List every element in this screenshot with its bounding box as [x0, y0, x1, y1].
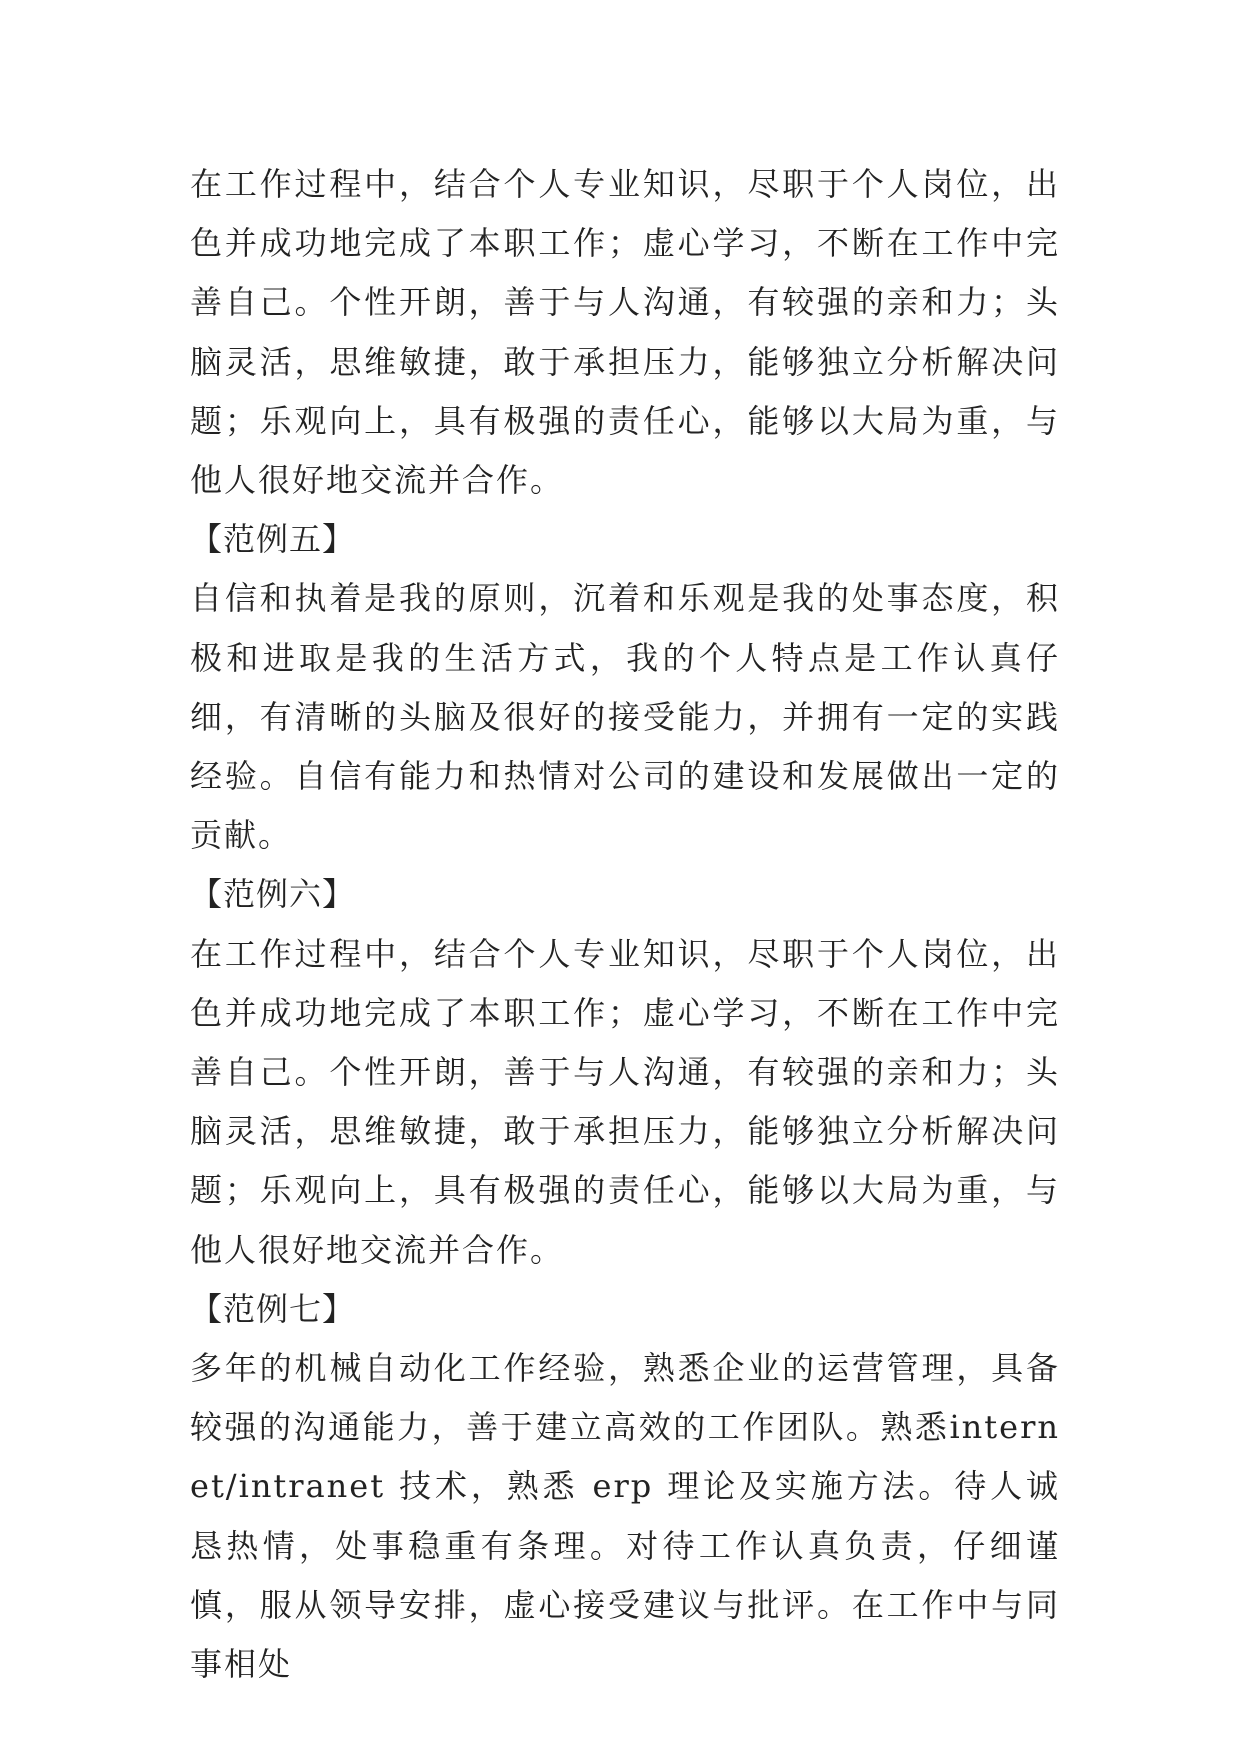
document-body — [190, 155, 1060, 1694]
section-heading: 【范例五】 — [190, 520, 356, 559]
paragraph: 多年的机械自动化工作经验，熟悉企业的运营管理，具备较强的沟通能力，善于建立高效的工作团队。熟悉internet/intranet 技术，熟悉 erp 理论及实施方法。待人诚恳热情，处事稳重有条理。对待工作认真负责，仔细谨慎，服从领导安排，虚心接受建议与批评。在工作中与同事相处 — [190, 1349, 1060, 1684]
section-heading: 【范例六】 — [190, 875, 356, 914]
paragraph: 在工作过程中，结合个人专业知识，尽职于个人岗位，出色并成功地完成了本职工作；虚心学习，不断在工作中完善自己。个性开朗，善于与人沟通，有较强的亲和力；头脑灵活，思维敏捷，敢于承担压力，能够独立分析解决问题；乐观向上，具有极强的责任心，能够以大局为重，与他人很好地交流并合作。 — [190, 165, 1060, 500]
paragraph: 自信和执着是我的原则，沉着和乐观是我的处事态度，积极和进取是我的生活方式，我的个人特点是工作认真仔细，有清晰的头脑及很好的接受能力，并拥有一定的实践经验。自信有能力和热情对公司的建设和发展做出一定的贡献。 — [190, 579, 1060, 855]
paragraph: 在工作过程中，结合个人专业知识，尽职于个人岗位，出色并成功地完成了本职工作；虚心学习，不断在工作中完善自己。个性开朗，善于与人沟通，有较强的亲和力；头脑灵活，思维敏捷，敢于承担压力，能够独立分析解决问题；乐观向上，具有极强的责任心，能够以大局为重，与他人很好地交流并合作。 — [190, 934, 1060, 1269]
section-heading: 【范例七】 — [190, 1289, 356, 1328]
